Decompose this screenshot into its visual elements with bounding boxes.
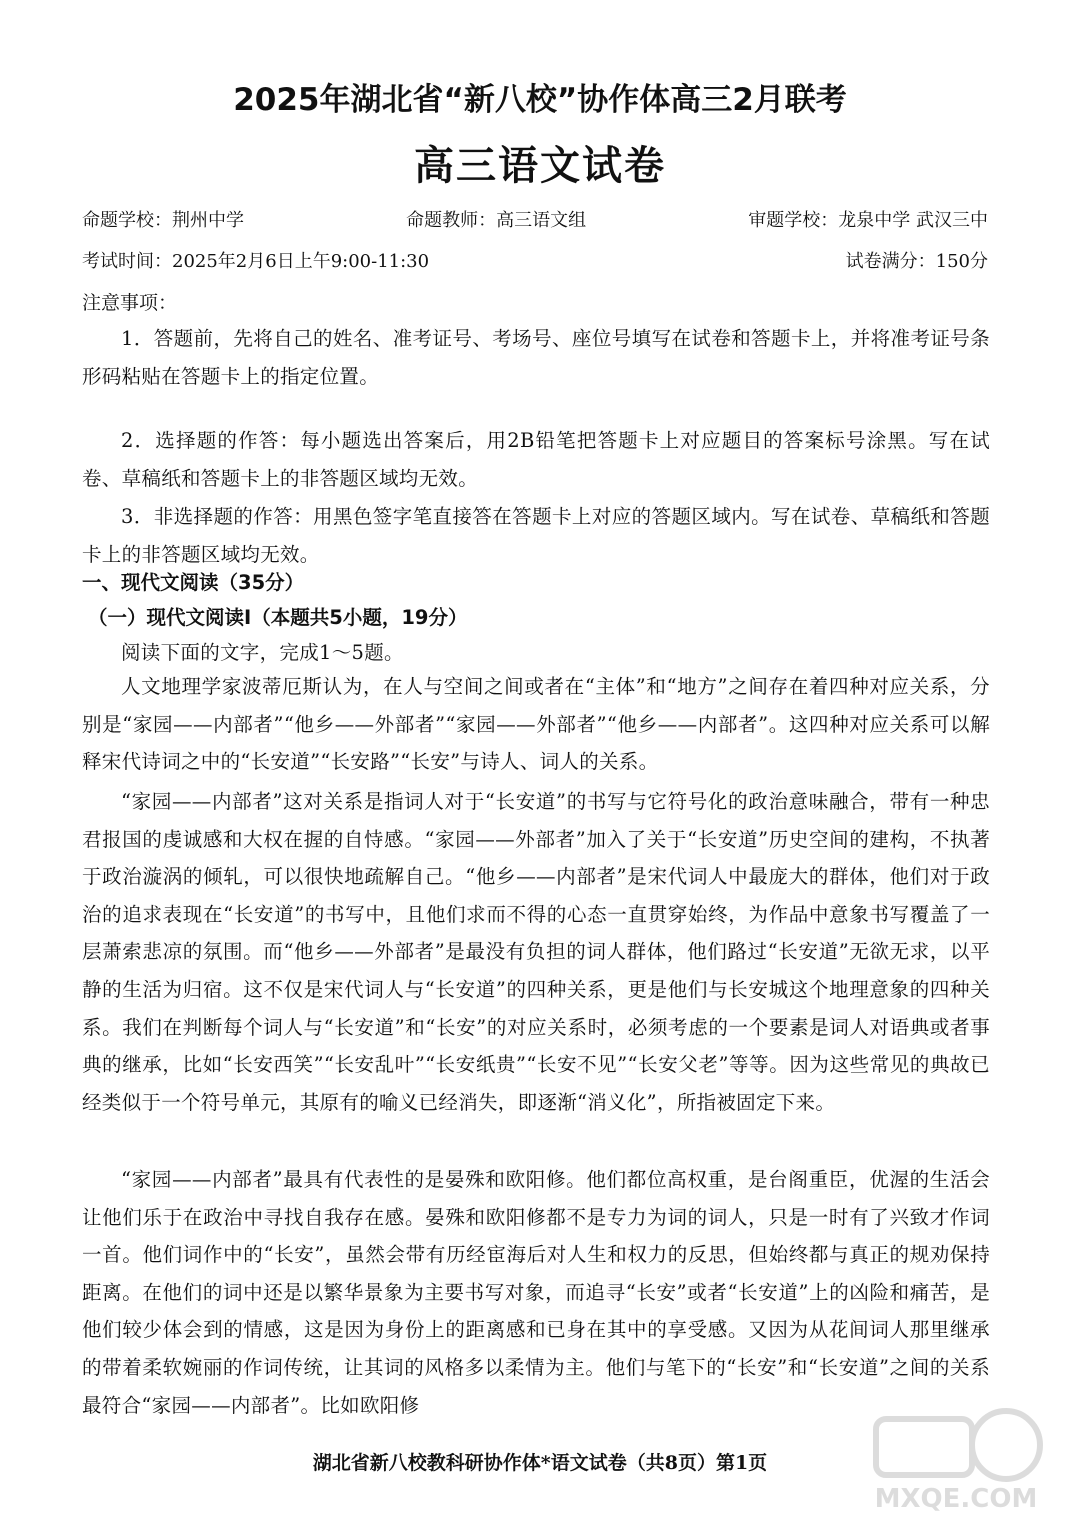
instruction-text: 阅读下面的文字，完成1～5题。 xyxy=(121,641,404,664)
section-title: 一、现代文阅读（35分） xyxy=(82,571,305,594)
paper-title: 高三语文试卷 xyxy=(414,142,666,189)
article-paragraph: “家园——内部者”这对关系是指词人对于“长安道”的书写与它符号化的政治意味融合，带有一种忠君报国的虔诚感和大权在握的自恃感。“家园——外部者”加入了关于“长安道”历史空间的建构，不执著于政治漩涡的倾轧，可以很快地疏解自己。“他乡——内部者”是宋代词人中最庞大的群体，他们对于政治的追求表现在“长安道”的书写中，且他们求而不得的心态一直贯穿始终，为作品中意象书写覆盖了一层萧索悲凉的氛围。而“他乡——外部者”是最没有负担的词人群体，他们路过“长安道”无欲无求，以平静的生活为归宿。这不仅是宋代词人与“长安道”的四种关系，更是他们与长安城这个地理意象的四种关系。我们在判断每个词人与“长安道”和“长安”的对应关系时，必须考虑的一个要素是词人对语典或者事典的继承，比如“长安西笑”“长安乱叶”“长安纸贵”“长安不见”“长安父老”等等。因为这些常见的典故已经类似于一个符号单元，其原有的喻义已经消失，即逐渐“消义化”，所指被固定下来。 xyxy=(82,790,990,1114)
notice-heading: 注意事项： xyxy=(82,292,178,314)
notice-item: 2．选择题的作答：每小题选出答案后，用2B铅笔把答题卡上对应题目的答案标号涂黑。写在试卷、草稿纸和答题卡上的非答题区域均无效。 xyxy=(82,429,990,490)
page-footer: 湖北省新八校教科研协作体*语文试卷（共8页）第1页 xyxy=(312,1452,768,1474)
meta-full-score: 试卷满分：150分 xyxy=(845,251,988,272)
watermark-logo xyxy=(856,1405,1056,1515)
exam-title: 2025年湖北省“新八校”协作体高三2月联考 xyxy=(233,82,847,118)
meta-review-school: 审题学校：龙泉中学 武汉三中 xyxy=(748,210,988,231)
svg-text:MXQE.COM: MXQE.COM xyxy=(874,1484,1038,1514)
meta-time: 考试时间：2025年2月6日上午9:00-11:30 xyxy=(82,251,430,272)
meta-row-time xyxy=(82,247,988,273)
meta-row-authors xyxy=(82,206,988,232)
meta-teacher: 命题教师：高三语文组 xyxy=(406,210,587,231)
notice-item: 1．答题前，先将自己的姓名、准考证号、考场号、座位号填写在试卷和答题卡上，并将准考证号条形码粘贴在答题卡上的指定位置。 xyxy=(82,327,990,388)
article-paragraph: 人文地理学家波蒂厄斯认为，在人与空间之间或者在“主体”和“地方”之间存在着四种对应关系，分别是“家园——内部者”“他乡——外部者”“家园——外部者”“他乡——内部者”。这四种对应关系可以解释宋代诗词之中的“长安道”“长安路”“长安”与诗人、词人的关系。 xyxy=(82,675,990,774)
article-paragraph: “家园——内部者”最具有代表性的是晏殊和欧阳修。他们都位高权重，是台阁重臣，优渥的生活会让他们乐于在政治中寻找自我存在感。晏殊和欧阳修都不是专力为词的词人，只是一时有了兴致才作词一首。他们词作中的“长安”，虽然会带有历经宦海后对人生和权力的反思，但始终都与真正的规劝保持距离。在他们的词中还是以繁华景象为主要书写对象，而追寻“长安”或者“长安道”上的凶险和痛苦，是他们较少体会到的情感，这是因为身份上的距离感和已身在其中的享受感。又因为从花间词人那里继承的带着柔软婉丽的作词传统，让其词的风格多以柔情为主。他们与笔下的“长安”和“长安道”之间的关系最符合“家园——内部者”。比如欧阳修 xyxy=(82,1168,990,1417)
meta-school: 命题学校：荆州中学 xyxy=(82,210,244,231)
section-subtitle: （一）现代文阅读Ⅰ（本题共5小题，19分） xyxy=(88,606,468,629)
notice-item: 3．非选择题的作答：用黑色签字笔直接答在答题卡上对应的答题区域内。写在试卷、草稿纸和答题卡上的非答题区域均无效。 xyxy=(82,505,990,566)
